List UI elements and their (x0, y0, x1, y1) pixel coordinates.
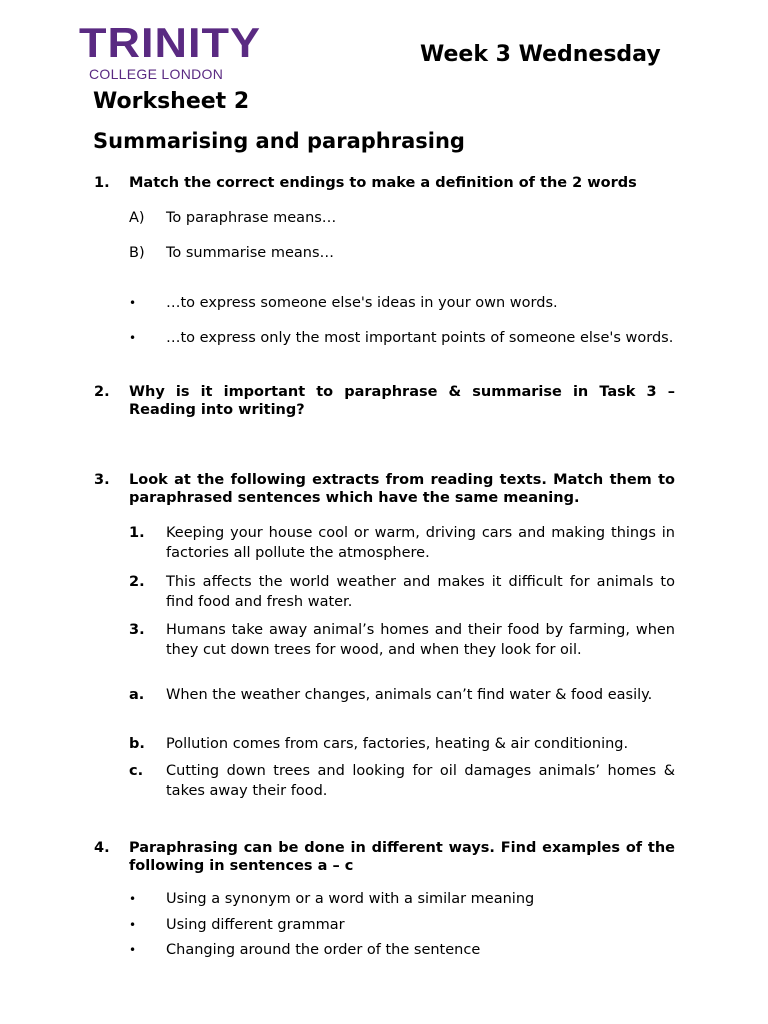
question-3 (94, 471, 684, 511)
extract-text: Keeping your house cool or warm, driving cars and making things in factories all pollute the atmosphere. (166, 525, 675, 561)
paraphrase-letter: a. (129, 687, 145, 703)
option-text: To summarise means… (166, 245, 335, 261)
paraphrase-text: Cutting down trees and looking for oil damages animals’ homes & takes away their food. (166, 763, 675, 799)
extract-text: Humans take away animal’s homes and their food by farming, when they cut down trees for wood, and when they look for oil. (166, 622, 675, 658)
option-mark: A) (129, 210, 145, 226)
paraphrase-letter: c. (129, 763, 144, 779)
bullet-item (129, 890, 679, 910)
paraphrase-item (129, 761, 679, 801)
paraphrase-item (129, 734, 679, 754)
option-mark: B) (129, 245, 145, 261)
bullet-text: …to express someone else's ideas in your own words. (166, 295, 558, 311)
bullet-text: …to express only the most important points of someone else's words. (166, 330, 674, 346)
question-number: 3. (94, 472, 110, 488)
paraphrase-text: Pollution comes from cars, factories, heating & air conditioning. (166, 736, 629, 752)
bullet-item (129, 294, 679, 314)
bullet-icon: • (129, 943, 137, 957)
bullet-item (129, 916, 679, 936)
question-text: Match the correct endings to make a definition of the 2 words (129, 175, 637, 191)
bullet-icon: • (129, 296, 137, 310)
page-title: Summarising and paraphrasing (93, 129, 465, 153)
bullet-icon: • (129, 918, 137, 932)
question-number: 1. (94, 175, 110, 191)
logo-wordmark: TRINITY (79, 19, 261, 67)
extract-text: This affects the world weather and makes it difficult for animals to find food and fresh water. (166, 574, 675, 610)
question-text: Paraphrasing can be done in different ways. Find examples of the following in sentences a – c (129, 840, 675, 874)
extract-number: 2. (129, 574, 145, 590)
bullet-text: Using a synonym or a word with a similar meaning (166, 891, 535, 907)
worksheet-label: Worksheet 2 (93, 89, 250, 114)
question-2 (94, 383, 684, 423)
logo-subtitle: COLLEGE LONDON (89, 66, 224, 82)
bullet-text: Changing around the order of the sentence (166, 942, 481, 958)
extract-item (129, 572, 679, 612)
paraphrase-text: When the weather changes, animals can’t find water & food easily. (166, 687, 653, 703)
bullet-icon: • (129, 892, 137, 906)
question-text: Why is it important to paraphrase & summarise in Task 3 – Reading into writing? (129, 384, 675, 418)
question-number: 2. (94, 384, 110, 400)
option-text: To paraphrase means… (166, 210, 337, 226)
bullet-item (129, 329, 679, 369)
question-4 (94, 839, 684, 879)
paraphrase-letter: b. (129, 736, 145, 752)
option-item (129, 243, 679, 263)
week-label: Week 3 Wednesday (420, 42, 661, 67)
question-1 (94, 174, 684, 194)
extract-item (129, 523, 679, 563)
extract-item (129, 620, 679, 660)
question-number: 4. (94, 840, 110, 856)
option-item (129, 208, 679, 228)
paraphrase-item (129, 685, 679, 725)
bullet-text: Using different grammar (166, 917, 345, 933)
extract-number: 1. (129, 525, 145, 541)
extract-number: 3. (129, 622, 145, 638)
bullet-icon: • (129, 331, 137, 345)
question-text: Look at the following extracts from reading texts. Match them to paraphrased sentences which have the same meaning. (129, 472, 675, 506)
bullet-item (129, 941, 679, 961)
